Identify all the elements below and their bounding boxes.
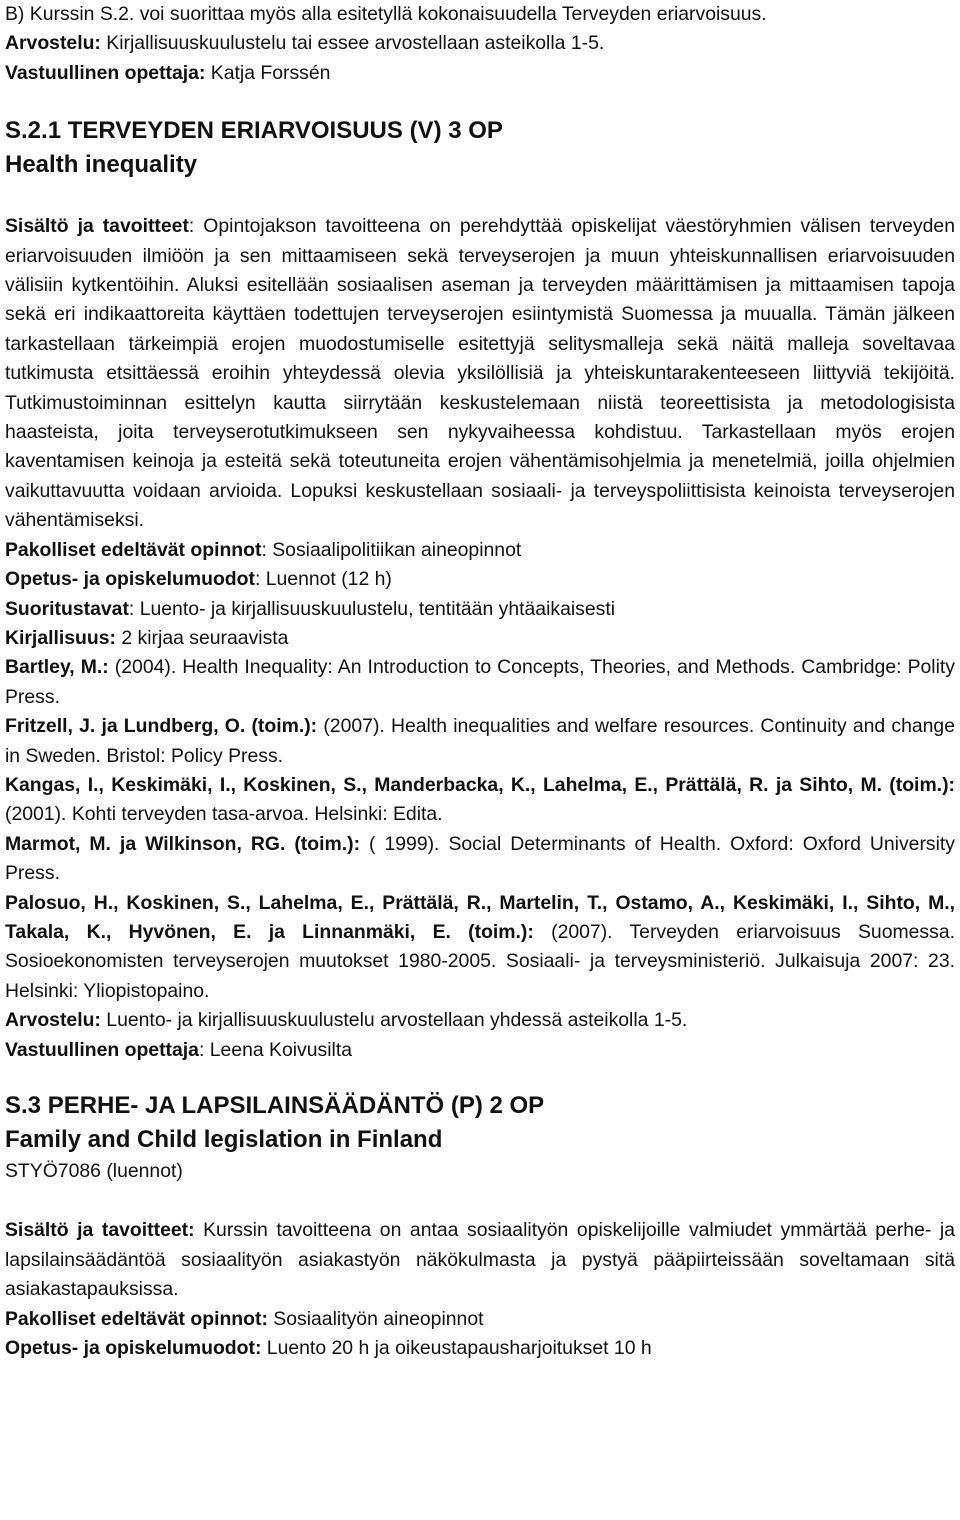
reference-item: Kangas, I., Keskimäki, I., Koskinen, S., Manderbacka, K., Lahelma, E., Prättälä, R. ja Sihto, M. (toim.): (2001). Kohti terveyden tasa-arvoa. Helsinki: Edita. [5, 773, 955, 826]
reference-item: Palosuo, H., Koskinen, S., Lahelma, E., Prättälä, R., Martelin, T., Ostamo, A., Keskimäki, I., Sihto, M., Takala, K., Hyvönen, E. ja Linnanmäki, E. (toim.): (2007). Terveyden eriarvoisuus Suomessa. Sosioekonomisten terveyserojen muutokset 1980-2005. Sosiaali- ja terveysministeriö. Julkaisuja 2007: 23. Helsinki: Yliopistopaino. [5, 891, 955, 1002]
course-s3-subtitle: Family and Child legislation in Finland [5, 1126, 443, 1153]
course-s21-assessment: Arvostelu: Luento- ja kirjallisuuskuulustelu arvostellaan yhdessä asteikolla 1-5. [5, 1009, 688, 1032]
top-assessment: Arvostelu: Kirjallisuuskuulustelu tai essee arvostellaan asteikolla 1-5. [5, 32, 605, 55]
course-s21-teaching-methods: Opetus- ja opiskelumuodot: Luennot (12 h) [5, 568, 392, 591]
course-s3-title: S.3 PERHE- JA LAPSILAINSÄÄDÄNTÖ (P) 2 OP [5, 1092, 545, 1119]
course-s3-prerequisites: Pakolliset edeltävät opinnot: Sosiaalityön aineopinnot [5, 1307, 484, 1330]
top-teacher: Vastuullinen opettaja: Katja Forssén [5, 61, 331, 84]
course-s21-teacher: Vastuullinen opettaja: Leena Koivusilta [5, 1038, 353, 1061]
intro-paragraph: B) Kurssin S.2. voi suorittaa myös alla esitetyllä kokonaisuudella Terveyden eriarvoisuus. [5, 3, 767, 25]
course-s21-content: Sisältö ja tavoitteet: Opintojakson tavoitteena on perehdyttää opiskelijat väestöryhmien välisen terveyden eriarvoisuuden ilmiöön ja sen mittaamiseen sekä terveyserojen ja muun yhteiskunnallisen eriarvoisuuden välisiin kytkentöihin. Aluksi esitellään sosiaalisen aseman ja terveyden määrittämisen ja mittaamisen tapoja sekä eri indikaattoreita käyttäen todettujen terveyserojen esiintymistä Suomessa ja muualla. Tämän jälkeen tarkastellaan tärkeimpiä erojen muodostumiselle esitettyjä selitysmalleja sekä näitä malleja soveltavaa tutkimusta etsittäessä eroihin yhteydessä olevia yksilöllisiä ja yhteiskuntarakenteeseen liittyviä tekijöitä. Tutkimustoiminnan esittelyn kautta siirrytään keskustelemaan niistä teoreettisista ja metodologisista haasteista, joita terveyserotutkimukseen sen nykyvaiheessa kohdistuu. Tarkastellaan myös erojen kaventamisen keinoja ja esteitä sekä toteutuneita erojen vähentämisohjelmia ja menetelmiä, joilla ohjelmien vaikuttavuutta voidaan arvioida. Lopuksi keskustellaan sosiaali- ja terveyspoliittisista keinoista terveyserojen vähentämiseksi. [5, 215, 955, 532]
reference-item: Marmot, M. ja Wilkinson, RG. (toim.): ( 1999). Social Determinants of Health. Oxford: Oxford University Press. [5, 832, 956, 885]
reference-item: Bartley, M.: (2004). Health Inequality: An Introduction to Concepts, Theories, and Methods. Cambridge: Polity Press. [5, 656, 955, 708]
course-s21-literature: Kirjallisuus: 2 kirjaa seuraavista [5, 626, 289, 649]
course-s21-prerequisites: Pakolliset edeltävät opinnot: Sosiaalipolitiikan aineopinnot [5, 538, 522, 561]
course-s3-teaching-methods: Opetus- ja opiskelumuodot: Luento 20 h ja oikeustapausharjoitukset 10 h [5, 1337, 652, 1360]
course-s21-completion: Suoritustavat: Luento- ja kirjallisuuskuulustelu, tentitään yhtäaikaisesti [5, 597, 616, 620]
course-s3-code: STYÖ7086 (luennot) [5, 1160, 183, 1182]
course-s21-subtitle: Health inequality [5, 151, 198, 179]
course-s3-content: Sisältö ja tavoitteet: Kurssin tavoitteena on antaa sosiaalityön opiskelijoille valmiudet ymmärtää perhe- ja lapsilainsäädäntöä sosiaalityön asiakastyön näkökulmasta ja pystyä pääpiirteissään soveltamaan sitä asiakastapauksissa. [5, 1219, 955, 1301]
course-s21-title: S.2.1 TERVEYDEN ERIARVOISUUS (V) 3 OP [5, 117, 503, 145]
reference-item: Fritzell, J. ja Lundberg, O. (toim.): (2007). Health inequalities and welfare resources. Continuity and change in Sweden. Bristol: Policy Press. [5, 715, 956, 767]
